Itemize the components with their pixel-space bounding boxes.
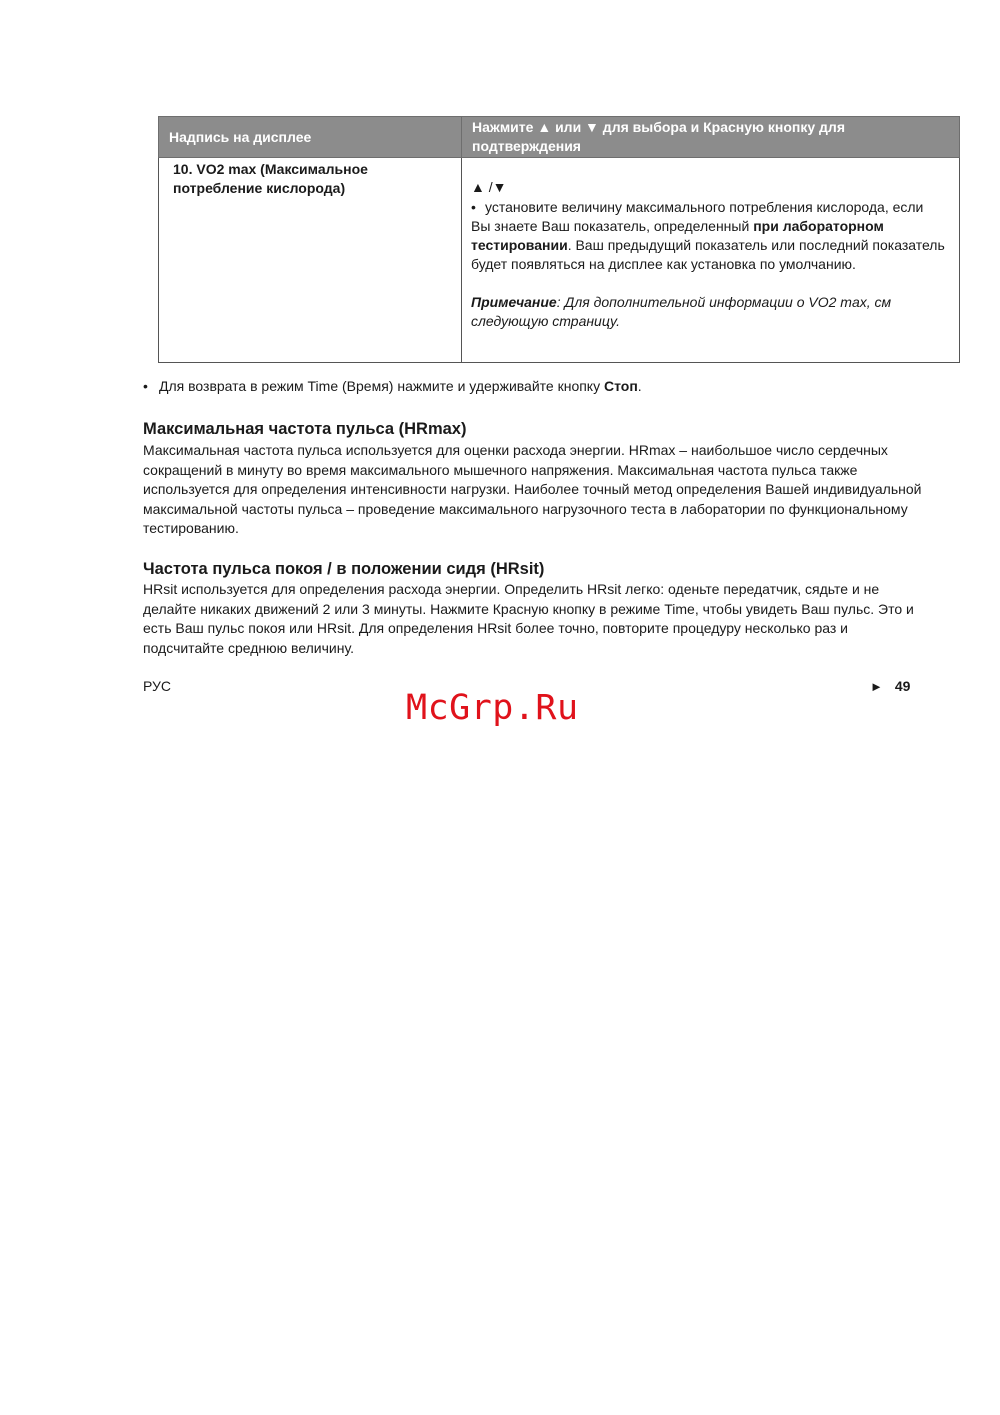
settings-table bbox=[158, 116, 960, 363]
note-label: Примечание bbox=[471, 294, 557, 310]
next-page-arrow-icon: ► bbox=[870, 679, 883, 694]
instruction-text-2: . Ваш предыдущий показатель или последний показатель будет появляться на дисплее как установка по умолчанию. bbox=[471, 237, 945, 272]
return-end: . bbox=[637, 378, 642, 394]
section-body-hrmax: Максимальная частота пульса используется для оценки расхода энергии. HRmax – наибольшое число сердечных сокращений в минуту во время максимального мышечного напряжения. Максимальная частота пульса также используется для определения интенсивности нагрузки. Наиболее точный метод определения Вашей индивидуальной максимальной частоты пульса – проведение максимального нагрузочного теста в лаборатории по функциональному тестированию. bbox=[143, 442, 922, 536]
section-body-hrsit: HRsit используется для определения расхода энергии. Определить HRsit легко: оденьте передатчик, сядьте и не делайте никаких движений 2 или 3 минуты. Нажмите Красную кнопку в режиме Time, чтобы увидеть Ваш пульс. Это и есть Ваш пульс покоя или HRsit. Для определения HRsit более точно, повторите процедуру несколько раз и подсчитайте среднюю величину. bbox=[143, 581, 914, 656]
page-number: 49 bbox=[894, 678, 911, 694]
instruction-bold: при лабораторном тестировании bbox=[471, 218, 884, 253]
note bbox=[471, 293, 945, 331]
section-title-hrsit: Частота пульса покоя / в положении сидя (HRsit) bbox=[143, 560, 545, 578]
return-text: Для возврата в режим Time (Время) нажмите и удерживайте кнопку bbox=[159, 378, 604, 394]
instruction-text-1: установите величину максимального потребления кислорода, если Вы знаете Ваш показатель, определенный bbox=[471, 199, 924, 234]
up-down-arrows-icon: ▲ /▼ bbox=[471, 179, 507, 195]
display-label-line2: потребление кислорода) bbox=[173, 180, 346, 196]
stop-label: Стоп bbox=[603, 378, 638, 394]
instructions-cell bbox=[462, 158, 960, 363]
note-text: : Для дополнительной информации о VO2 max, см следующую страницу. bbox=[471, 294, 892, 329]
display-label-line1: 10. VO2 max (Максимальное bbox=[173, 161, 368, 177]
watermark-logo: McGrp.Ru bbox=[406, 688, 579, 728]
display-label-cell bbox=[159, 158, 462, 363]
table-row bbox=[159, 158, 960, 363]
page-footer-right bbox=[870, 678, 910, 694]
header-instructions: Нажмите ▲ или ▼ для выбора и Красную кнопку для подтверждения bbox=[462, 117, 960, 158]
instruction-bullet bbox=[471, 198, 945, 274]
bullet-icon: • bbox=[471, 199, 476, 215]
bullet-icon: • bbox=[143, 378, 148, 394]
return-instruction bbox=[143, 377, 923, 397]
header-display-label: Надпись на дисплее bbox=[159, 117, 462, 158]
language-label: РУС bbox=[143, 678, 172, 694]
table-header-row bbox=[159, 117, 960, 158]
section-title-hrmax: Максимальная частота пульса (HRmax) bbox=[143, 420, 467, 438]
